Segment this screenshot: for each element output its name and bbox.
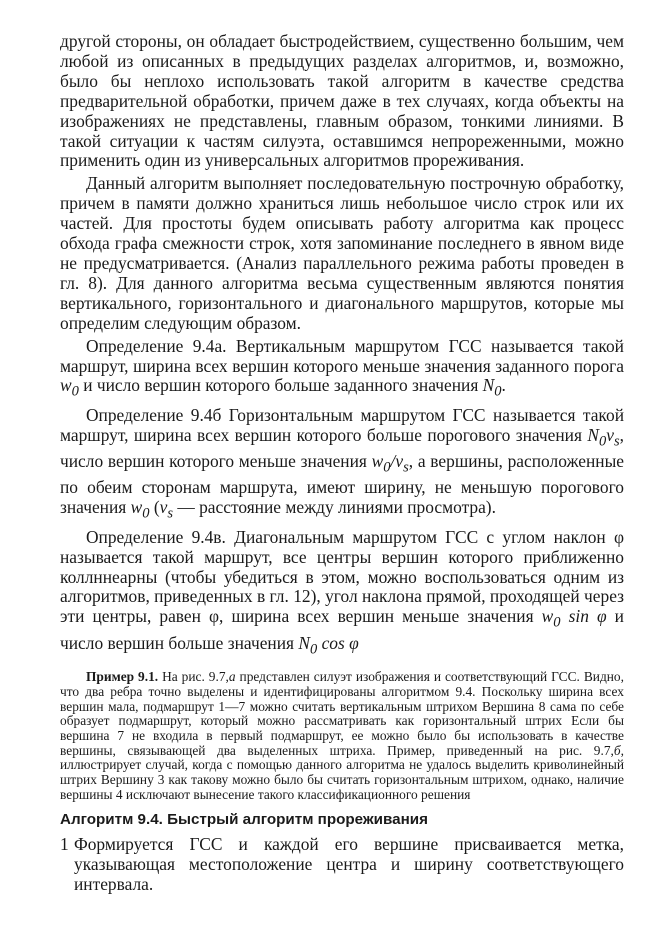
paragraph-1: другой стороны, он обладает быстродействием, существенно большим, чем любой из описанных в предыдущих разделах алгоритмов, и, возможно, было бы неплохо использовать такой алгоритм в качестве средства предварительной обработки, причем даже в тех случаях, когда объекты на изображениях не представлены, главным образом, тонкими линиями. В такой ситуации к частям силуэта, оставшимся непрореженными, можно применить один из универсальных алгоритмов прореживания. xyxy=(60,31,624,171)
definition-9-4v: Определение 9.4в. Диагональным маршрутом ГСС с углом наклон φ называется такой маршрут, все центры вершин которого приближенно коллннеарны (чтобы убедиться в этом, можно воспользоваться одним из алгоритмов, приведенных в гл. 12), угол наклона прямой, проходящей через эти центры, равен φ, ширина всех вершин меньше значения $w_0$ sin φ и число вершин больше значения $N_0$ cos φ xyxy=(60,526,624,658)
paragraph-2: Данный алгоритм выполняет последовательную построчную обработку, причем в памяти должно храниться лишь небольшое число строк или их частей. Для простоты будем описывать работу алгоритма как процесс обхода графа смежности строк, хотя запоминание последнего в явном виде не предусматривается. (Анализ параллельного режима работы проведен в гл. 8). Для данного алгоритма весьма существенным являются понятия вертикального, горизонтального и диагонального маршрутов, которые мы определим следующим образом. xyxy=(60,173,624,333)
algorithm-title: Алгоритм 9.4. Быстрый алгоритм прореживания xyxy=(60,811,428,829)
definition-9-4b: Определение 9.4б Горизонтальным маршрутом ГСС называется такой маршрут, ширина всех вершин которого больше порогового значения $N_0v_s$, число вершин которого меньше значения $w_0/v_s$, а вершины, расположенные по обеим сторонам маршрута, имеют ширину, не меньшую порогового значения $w_0$ ($v_s$ — расстояние между линиями просмотра). xyxy=(60,404,624,522)
step-number: 1 xyxy=(60,834,69,855)
algorithm-step-1 xyxy=(60,835,624,895)
example-9-1: Пример 9.1. На рис. 9.7,а представлен силуэт изображения и соответствующий ГСС. Видно, что два ребра точно выделены и идентифицированы алгоритмом 9.4. Поскольку ширина всех вершин мала, подмаршрут 1—7 можно считать вертикальным штрихом Вершина 8 сама по себе образует подмаршрут, который можно рассматривать как горизонтальный штрих Если бы вершина 7 не входила в первый подмаршрут, ее можно было бы использовать в качестве вершины, связывающей два выделенных штриха. Пример, приведенный на рис. 9.7,б, иллюстрирует случай, когда с помощью данного алгоритма не удалось выделить криволинейный штрих Вершину 3 как такову можно было бы считать горизонтальным штрихом, однако, наличие вершины 4 исключают вынесение такого классификационного решения xyxy=(60,669,624,802)
page-body xyxy=(60,32,624,895)
definition-9-4a: Определение 9.4а. Вертикальным маршрутом ГСС называется такой маршрут, ширина всех вершин которого меньше значения заданного порога $w_0$ и число вершин которого больше заданного значения $N_0$. xyxy=(60,335,624,400)
step-text: Формируется ГСС и каждой его вершине присваивается метка, указывающая местоположение центра и ширину соответствующего интервала. xyxy=(74,834,624,895)
